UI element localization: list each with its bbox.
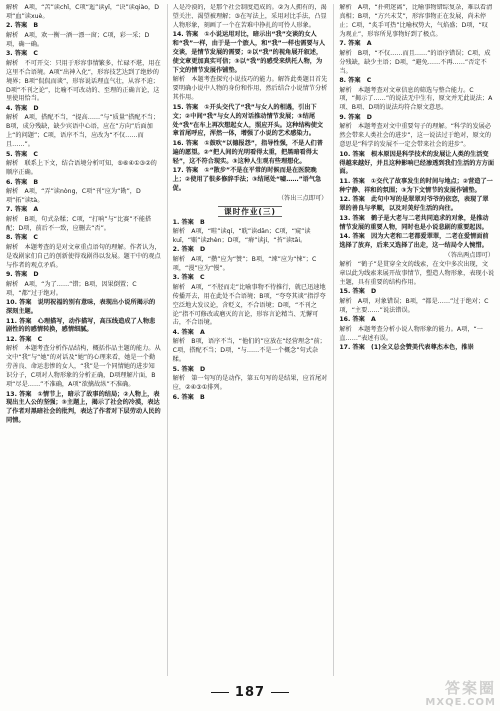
answer-line: 11. 答案 ①交代了故事发生的时间与地点；②营造了一种宁静、祥和的氛围；③为下文情节的发展作铺垫。 [339,177,493,194]
page-number: 187 [234,684,266,700]
answer-line: 10. 答案 根本原因是科学技术的发展让人类的生活变得越来越好，并且这种影响已经渗透到我们生活的方方面面。 [339,150,495,176]
explanation-paragraph: 解析 第一句写的是动作，第五句写的是结果，应首尾对应，②④③①排列。 [172,375,328,392]
answer-line: 13. 答案 ①情节上，暗示了故事的结局；②人物上，表现出主人公的坚强；③主题上，揭示了社会的冷漠，表达了作者对黑暗社会的批判，表达了作者对下层劳动人民的同情。 [6,390,161,425]
note-line: （答出三点即可） [277,194,328,202]
watermark-text-cn: 答案圈 [444,679,496,697]
explanation-paragraph: 解析 A项，“攒”应为“赞”；B项，“竦”应为“悚”；C项，“漫”应为“慢”。 [172,255,317,272]
answer-line: 2. 答案 B [6,22,39,30]
answer-line: 4. 答案 D [6,104,39,112]
explanation-paragraph: 解析 本题考查的是对文章重点语句的理解。作者认为，是戏剧家们自己的创新使得戏剧得以发展。题干中的观点与作者的观点矛盾。 [6,243,161,269]
explanation-paragraph: 解析 本题考查对文章信息的筛选与整合能力。C项，“揭示了……”的说法无中生有，原文并无此说法；A项、B项、D项的说法均符合原文意思。 [339,86,493,112]
explanation-paragraph: 人是冷漠的，是那个社会制度造成的。②为人拥有的，渴望关注、渴望被理解；③在写法上，采用对比手法，凸显人物形象，刻画了一个在苦难中挣扎的可怜人形象。 [172,4,327,29]
explanation-paragraph: 解析 本题考查探究小说技巧的能力。解答此类题目首先要明确小说中人物的身份和作用，然后结合小说情节分析其作用。 [172,76,328,102]
answer-line: 12. 答案 此句中写的是翠翠对爷爷的依恋，表现了翠翠的善良与孝顺，以及对美好生活的向往。 [339,196,489,213]
explanation-paragraph: 解析 “鹤子”是贯穿全文的线索，在文中多次出现，文章以此为线索来展开故事情节，塑造人物形象，表现小说主题，具有重要的结构作用。 [339,261,495,286]
answer-line: 6. 答案 B [6,178,39,186]
explanation-paragraph: 解析 A项，“不胫而走”比喻事物不待推行，就已迅速地传播开去，用在此处不合语境；B项，“夸夸其谈”指浮夸空泛地大发议论，含贬义，不合语境；D项，“不刊之论”指不可修改或磨灭的言论，形容言论精当、无懈可击，不合语境。 [172,283,326,327]
answer-line: 10. 答案 说明祝福的别有意味，表现出小说所揭示的深刻主题。 [6,299,156,315]
answer-line: 17. 答案 (1)全义总会赞美代表尊杰本色，推崇 [339,344,474,352]
footer-dash-left [211,692,229,693]
answer-line: 2. 答案 D [172,246,206,254]
answer-line: 9. 答案 D [6,271,39,279]
note-line: （答出两点即可） [444,251,495,259]
answer-page [6,4,494,676]
answer-line: 16. 答案 A [339,316,376,324]
answer-line: 15. 答案 D [339,288,377,296]
explanation-paragraph: 解析 A项，“为了……”错；B项，因果倒置；C项，“都”过于绝对。 [6,280,137,297]
explanation-paragraph: 解析 A项，欢一衡一酒一漂一窗；C项，彩一采；D项，确一确。 [6,31,150,48]
explanation-paragraph: 解析 联系上下文，结合语境分析可知，⑤⑥④①③②的顺序正确。 [6,160,157,177]
answer-line: 3. 答案 C [172,274,205,282]
section-title [173,206,328,217]
section-title-text: 课时作业(三) [218,206,282,217]
explanation-paragraph: 解析 A项，“苦”读chǐ，C项“迤”读yǐ，“诀”读qiào，D项“血”读xuè。 [6,4,160,20]
answer-line: 4. 答案 A [172,328,205,336]
answer-line: 7. 答案 A [339,40,372,48]
answer-line: 8. 答案 C [6,234,38,242]
answer-line: 17. 答案 ①“散步”不是在平常的时候而是在医院晚上；②使用了很多修辞手法；③结尾处“嘘……”语气急促。 [172,167,322,193]
explanation-paragraph: 解析 B项，语序不当，“他们的”应放在“经营理念”前；C项，搭配不当；D项，“与……不是一个概念”句式杂糅。 [172,338,326,364]
footer-dash-right [271,692,289,693]
answer-line: 9. 答案 D [339,113,372,121]
answer-line: 13. 答案 鹤子是大老与二老共同追求的对象，是推动情节发展的重要人物，同时也是小说悲剧的重要起因。 [339,214,489,231]
answer-line: 1. 答案 B [172,218,205,226]
answer-line: 5. 答案 D [172,365,206,373]
answer-line: 14. 答案 ①小说运用对比，暗示出“我”交谈的女人和“我”一样，由于是一个旅人，和“我”一样也需要与人交谈，是情节发展的需要；②以“我”的视角展开叙述，使文章更加真实可信；③以“我”的感受来烘托人物，为下文的情节发展作铺垫。 [172,31,326,74]
explanation-paragraph: 解析 本题考查分析小说人物形象的能力。A项，“一直……”表述有误。 [339,325,483,342]
answer-line: 15. 答案 ①开头交代了“我”与女人的相遇，引出下文；②中间“我”与女人的对话推动情节发展；③结尾处“我”在车上再次想起女人，照应开头。这种结构使文章首尾呼应，浑然一体，增强了小说的艺术感染力。 [172,103,324,138]
answer-line: 5. 答案 C [6,150,38,158]
answer-line: 12. 答案 C [6,335,43,343]
answer-line: 16. 答案 ①鼓吹“以德报怨”，指导性强，不是人们普遍的愿望。②“把人间的光明看得太重，把黑暗看得太轻”，这不符合现实。③这种人生观有些理想化。 [172,139,323,165]
site-watermark [404,669,496,709]
answer-line: 6. 答案 B [172,393,205,401]
explanation-paragraph: 解析 B项，“不仅……而且……”的语序错误；C项，成分残缺，缺少主语；D项，“避免……不再……”否定不当。 [339,49,491,75]
explanation-paragraph: 解析 A项，“扑朔迷离”，比喻事物错综复杂，难以看清真相；B项，“方兴未艾”，形容事物正在发展，尚未停止；C项，“炙手可热”比喻权势大，气焰盛；D项，“叹为观止”，形容所见事物好到了极点。 [339,4,493,38]
watermark-text-en: MXQE.COM [425,697,496,708]
answer-line: 7. 答案 A [6,206,39,214]
explanation-paragraph: 解析 A项，搭配不当，“提高……”与“质量”搭配不当；B项，成分残缺，缺少宾语中心语，应在“方向”后面加上“的问题”；C项，语序不当，应改为“不仅……而且……”。 [6,114,160,149]
column-right [333,4,494,676]
answer-line: 11. 答案 心理描写，动作描写，高压线造成了人物悲剧性的的感情转换，感情细腻。 [6,317,156,334]
answer-line: 14. 答案 因为大老和二老都爱翠翠，二老在爱情面前选择了放弃，后来又选择了出走，这一结局令人惋惜。 [339,233,489,250]
explanation-paragraph: 解析 A项，“弄”读nòng，C项“刊”应为“勘”，D项“拓”读tà。 [6,188,141,204]
answer-line: 3. 答案 C [6,50,38,58]
column-middle [167,4,328,676]
explanation-paragraph: 解析 A项，对象错误；B项，“都是……”过于绝对；C项，“主要……”说法错误。 [339,297,489,314]
answer-line: 8. 答案 C [339,77,372,85]
explanation-paragraph: 解析 B项，句式杂糅；C项，“打响”与“比赛”不能搭配；D项，前后不一致，应删去“否”。 [6,215,152,232]
column-left [6,4,161,676]
explanation-paragraph: 解析 本题考查对文中重要句子的理解。“科学的发展必然会带来人类社会的进步”，这一说法过于绝对，原文的意思是“科学的发展不一定会带来社会的进步”。 [339,123,492,149]
explanation-paragraph: 解析 本题考查分析作品结构，概括作品主题的能力。从文中“我”与“她”的对话及“她”的心理来看，她是一个勤劳善良、命运悲惨的女人，“我”是一个同情她的进步知识分子，C项对人物形象的分析正确，D项理解片面，B项“尽是……”不准确，A项“欲擒故纵”不准确。 [6,345,161,389]
explanation-paragraph: 解析 A项，“畦”读qí，“耽”读dān；C项，“窥”读kuī，“赈”读zhèn；D项，“瘠”读jí，“苔”读tāi。 [172,228,311,244]
explanation-paragraph: 解析 不可开交：只用于形容事情繁多，忙碌不堪，用在这里不合语境。A项“出神入化”，形容技艺达到了绝妙的境界；B项“侃侃而谈”，形容说话理直气壮，从容不迫；D项“不刊之论”，比喻不可改动的、至理的正确言论，这里使用恰当。 [6,59,161,103]
